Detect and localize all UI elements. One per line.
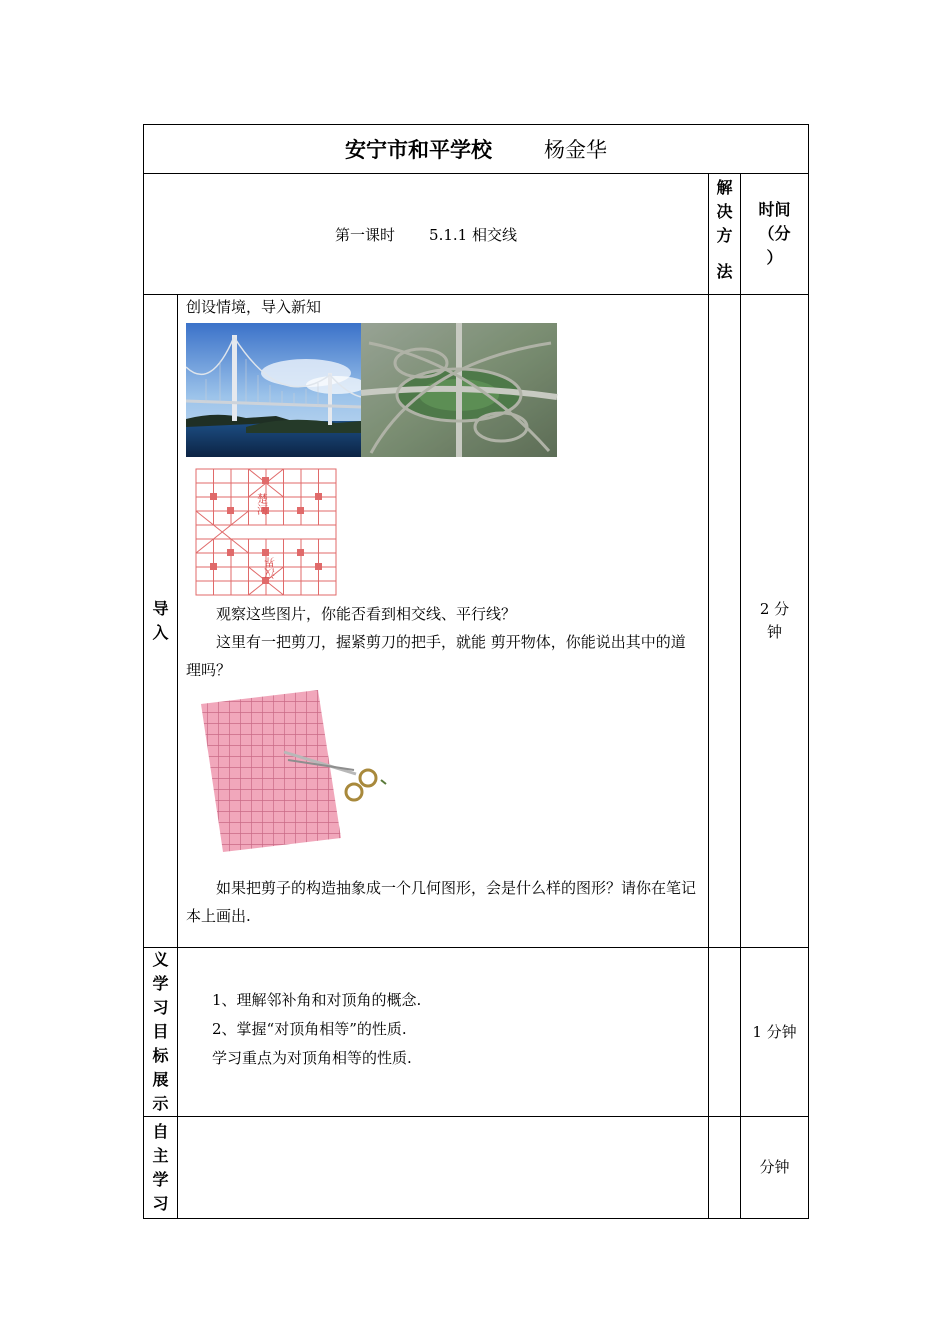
time-header-line: 时间 [758, 200, 791, 219]
label-char: 自 [152, 1121, 169, 1141]
goals-row [144, 948, 809, 1117]
goals-label [144, 948, 178, 1117]
label-char: 义 [152, 950, 169, 969]
lesson-plan [143, 124, 808, 1221]
bridge-and-interchange-photos [186, 323, 561, 457]
goal-item: 2、掌握“对顶角相等”的性质. [212, 1020, 407, 1038]
intro-label [144, 295, 178, 948]
scissors-question: 这里有一把剪刀，握紧剪刀的把手，就能 剪开物体，你能说出其中的道理吗？ [186, 633, 686, 679]
self-study-label [144, 1117, 178, 1219]
self-study-time: 分钟 [741, 1117, 809, 1219]
method-char: 法 [716, 262, 733, 281]
method-char: 决 [716, 202, 733, 221]
chessboard-figure [186, 463, 700, 601]
method-char: 方 [716, 226, 733, 245]
goals-method-cell [709, 948, 741, 1117]
intro-row [144, 295, 809, 948]
time-column-header [741, 174, 809, 295]
label-char: 主 [152, 1145, 169, 1165]
label-char: 展 [152, 1070, 169, 1089]
label-char: 示 [152, 1094, 169, 1113]
intro-method-cell [709, 295, 741, 948]
label-char: 学 [152, 1169, 169, 1189]
lesson-section: 5.1.1 相交线 [429, 225, 517, 244]
chess-border-text: 汉界 [263, 557, 277, 579]
self-study-content [178, 1117, 709, 1219]
intro-heading: 创设情境，导入新知 [186, 298, 322, 316]
title-cell [144, 125, 809, 174]
goals-content [178, 948, 709, 1117]
abstract-question: 如果把剪子的构造抽象成一个几何图形，会是什么样的图形？请你在笔记本上画出. [186, 879, 697, 925]
self-study-row [144, 1117, 809, 1219]
lesson-plan-table [143, 124, 809, 1219]
goal-item: 1、理解邻补角和对顶角的概念. [212, 991, 422, 1009]
method-column-header [709, 174, 741, 295]
time-header-line: （分 [758, 224, 791, 243]
label-char: 入 [152, 623, 169, 642]
method-char: 解 [716, 178, 733, 197]
goals-list [178, 948, 708, 1073]
self-study-method-cell [709, 1117, 741, 1219]
lesson-period: 第一课时 [335, 225, 396, 244]
intro-content [178, 295, 709, 948]
intro-time-line: 钟 [766, 623, 782, 641]
label-char: 学 [152, 974, 169, 993]
interchange-photo [361, 323, 557, 457]
chess-river-text: 楚河 [255, 493, 269, 515]
time-header-line: ） [766, 248, 783, 267]
teacher-name: 杨金华 [544, 138, 607, 162]
label-char: 导 [152, 599, 169, 618]
label-char: 习 [152, 998, 169, 1017]
photo-row [186, 323, 700, 463]
label-char: 标 [152, 1046, 169, 1065]
goal-item: 学习重点为对顶角相等的性质. [212, 1049, 412, 1067]
label-char: 习 [152, 1193, 169, 1213]
school-name: 安宁市和平学校 [345, 138, 492, 162]
observe-question: 观察这些图片，你能否看到相交线、平行线？ [216, 605, 517, 623]
scissors-figure [186, 684, 700, 874]
goals-time: 1 分钟 [741, 948, 809, 1117]
lesson-row [144, 174, 809, 295]
lesson-title-cell [144, 174, 709, 295]
title-row [144, 125, 809, 174]
grid-and-scissors-image [196, 690, 406, 870]
label-char: 目 [152, 1022, 169, 1041]
intro-time [741, 295, 809, 948]
chessboard-image [186, 463, 352, 599]
bridge-photo [186, 323, 366, 457]
intro-time-line: 2 分 [759, 600, 790, 618]
